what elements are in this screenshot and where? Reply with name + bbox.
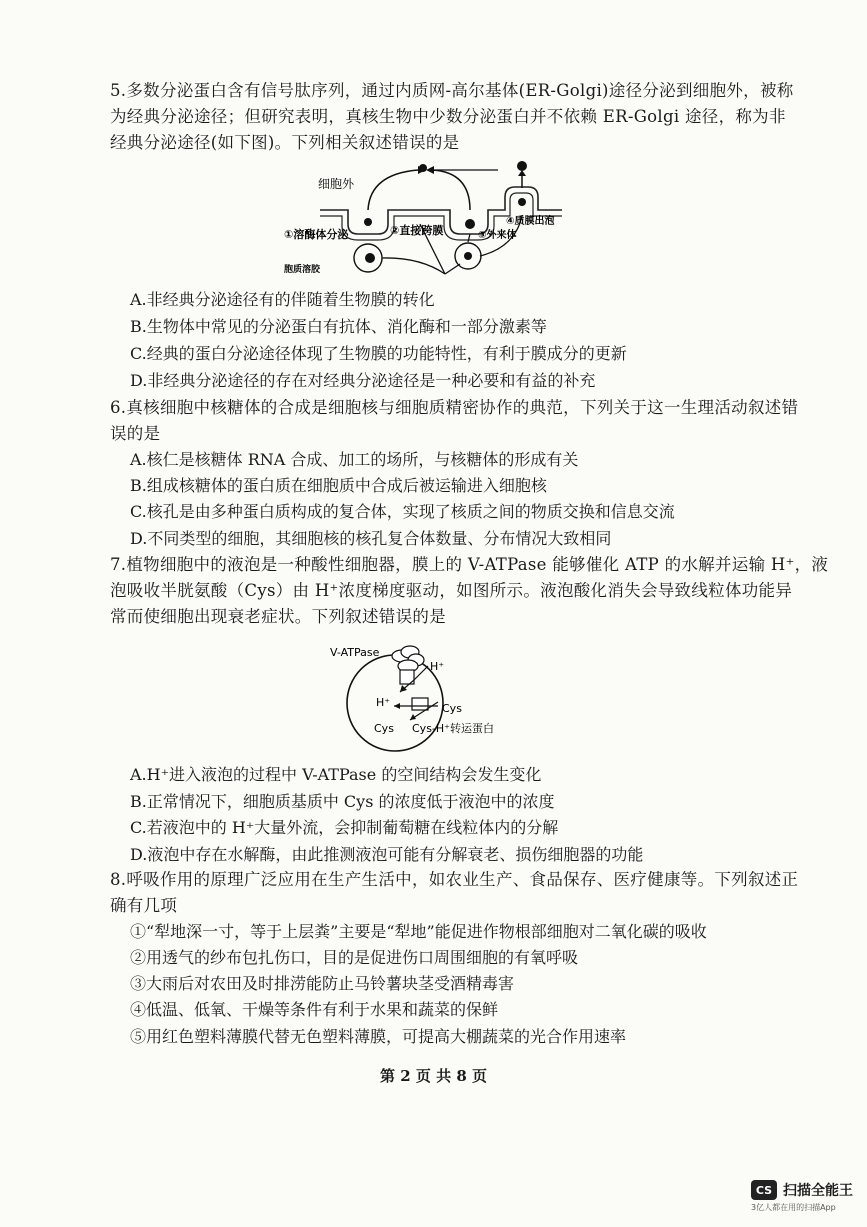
- label-path-4: ④质膜出泡: [506, 216, 555, 227]
- statement-2: ②用透气的纱布包扎伤口，目的是促进伤口周围细胞的有氧呼吸: [130, 948, 579, 967]
- option-7a: A.H⁺进入液泡的过程中 V-ATPase 的空间结构会发生变化: [130, 765, 542, 784]
- question-line: 6.真核细胞中核糖体的合成是细胞核与细胞质精密协作的典范，下列关于这一生理活动叙述错: [110, 398, 799, 417]
- option-6c: C.核孔是由多种蛋白质构成的复合体，实现了核质之间的物质交换和信息交流: [130, 502, 675, 521]
- option-7c: C.若液泡中的 H⁺大量外流，会抑制葡萄糖在线粒体内的分解: [130, 818, 559, 837]
- label-cys-outside: Cys: [442, 702, 462, 715]
- option-5a: A.非经典分泌途径有的伴随着生物膜的转化: [130, 290, 435, 309]
- question-line: 误的是: [110, 424, 161, 443]
- option-6d: D.不同类型的细胞，其细胞核的核孔复合体数量、分布情况大致相同: [130, 529, 612, 548]
- label-h-inside: H⁺: [376, 696, 391, 709]
- option-6a: A.核仁是核糖体 RNA 合成、加工的场所，与核糖体的形成有关: [130, 450, 579, 469]
- page-footer: 第 2 页 共 8 页: [380, 1067, 487, 1085]
- question-line: 8.呼吸作用的原理广泛应用在生产生活中，如农业生产、食品保存、医疗健康等。下列叙述正: [110, 870, 799, 889]
- label-cytosol: 胞质溶胶: [284, 265, 321, 275]
- scanner-watermark: [751, 1180, 853, 1213]
- label-cys-inside: Cys: [374, 722, 394, 735]
- statement-5: ⑤用红色塑料薄膜代替无色塑料薄膜，可提高大棚蔬菜的光合作用速率: [130, 1027, 627, 1046]
- question-line: 经典分泌途径(如下图)。下列相关叙述错误的是: [110, 133, 460, 152]
- secretion-pathway-diagram: [284, 152, 570, 277]
- option-7d: D.液泡中存在水解酶，由此推测液泡可能有分解衰老、损伤细胞器的功能: [130, 845, 644, 864]
- label-path-2: ②直接跨膜: [390, 224, 444, 237]
- label-h-outside: H⁺: [430, 660, 445, 673]
- question-6-stem: [110, 395, 799, 447]
- label-path-3: ③外来体: [478, 230, 517, 241]
- scanner-tagline: 3亿人都在用的扫描App: [751, 1203, 836, 1212]
- vacuole-transport-diagram: [330, 640, 520, 755]
- question-8-stem: [110, 867, 799, 919]
- option-5b: B.生物体中常见的分泌蛋白有抗体、消化酶和一部分激素等: [130, 317, 547, 336]
- scanner-app-name: 扫描全能王: [783, 1183, 853, 1199]
- label-outside: 细胞外: [318, 177, 355, 191]
- cs-logo-icon: CS: [751, 1180, 777, 1200]
- question-7-stem: [110, 552, 829, 630]
- statement-3: ③大雨后对农田及时排涝能防止马铃薯块茎受酒精毒害: [130, 974, 515, 993]
- label-transporter: Cys-H⁺转运蛋白: [412, 722, 494, 735]
- label-path-1: ①溶酶体分泌: [284, 228, 349, 241]
- question-line: 7.植物细胞中的液泡是一种酸性细胞器，膜上的 V-ATPase 能够催化 ATP 的水解并运输 H⁺，液: [110, 555, 829, 574]
- option-7b: B.正常情况下，细胞质基质中 Cys 的浓度低于液泡中的浓度: [130, 792, 555, 811]
- question-line: 5.多数分泌蛋白含有信号肽序列，通过内质网-高尔基体(ER-Golgi)途径分泌到细胞外，被称: [110, 81, 794, 100]
- question-line: 为经典分泌途径；但研究表明，真核生物中少数分泌蛋白并不依赖 ER-Golgi 途径，称为非: [110, 107, 786, 126]
- option-5c: C.经典的蛋白分泌途径体现了生物膜的功能特性，有利于膜成分的更新: [130, 344, 627, 363]
- question-line: 常而使细胞出现衰老症状。下列叙述错误的是: [110, 607, 446, 626]
- question-line: 确有几项: [110, 896, 178, 915]
- question-line: 泡吸收半胱氨酸（Cys）由 H⁺浓度梯度驱动，如图所示。液泡酸化消失会导致线粒体功能异: [110, 581, 793, 600]
- label-v-atpase: V-ATPase: [330, 646, 380, 659]
- statement-4: ④低温、低氧、干燥等条件有利于水果和蔬菜的保鲜: [130, 1000, 499, 1019]
- statement-1: ①“犁地深一寸，等于上层粪”主要是“犁地”能促进作物根部细胞对二氧化碳的吸收: [130, 922, 707, 941]
- option-5d: D.非经典分泌途径的存在对经典分泌途径是一种必要和有益的补充: [130, 371, 596, 390]
- question-5-stem: [110, 78, 794, 156]
- option-6b: B.组成核糖体的蛋白质在细胞质中合成后被运输进入细胞核: [130, 476, 547, 495]
